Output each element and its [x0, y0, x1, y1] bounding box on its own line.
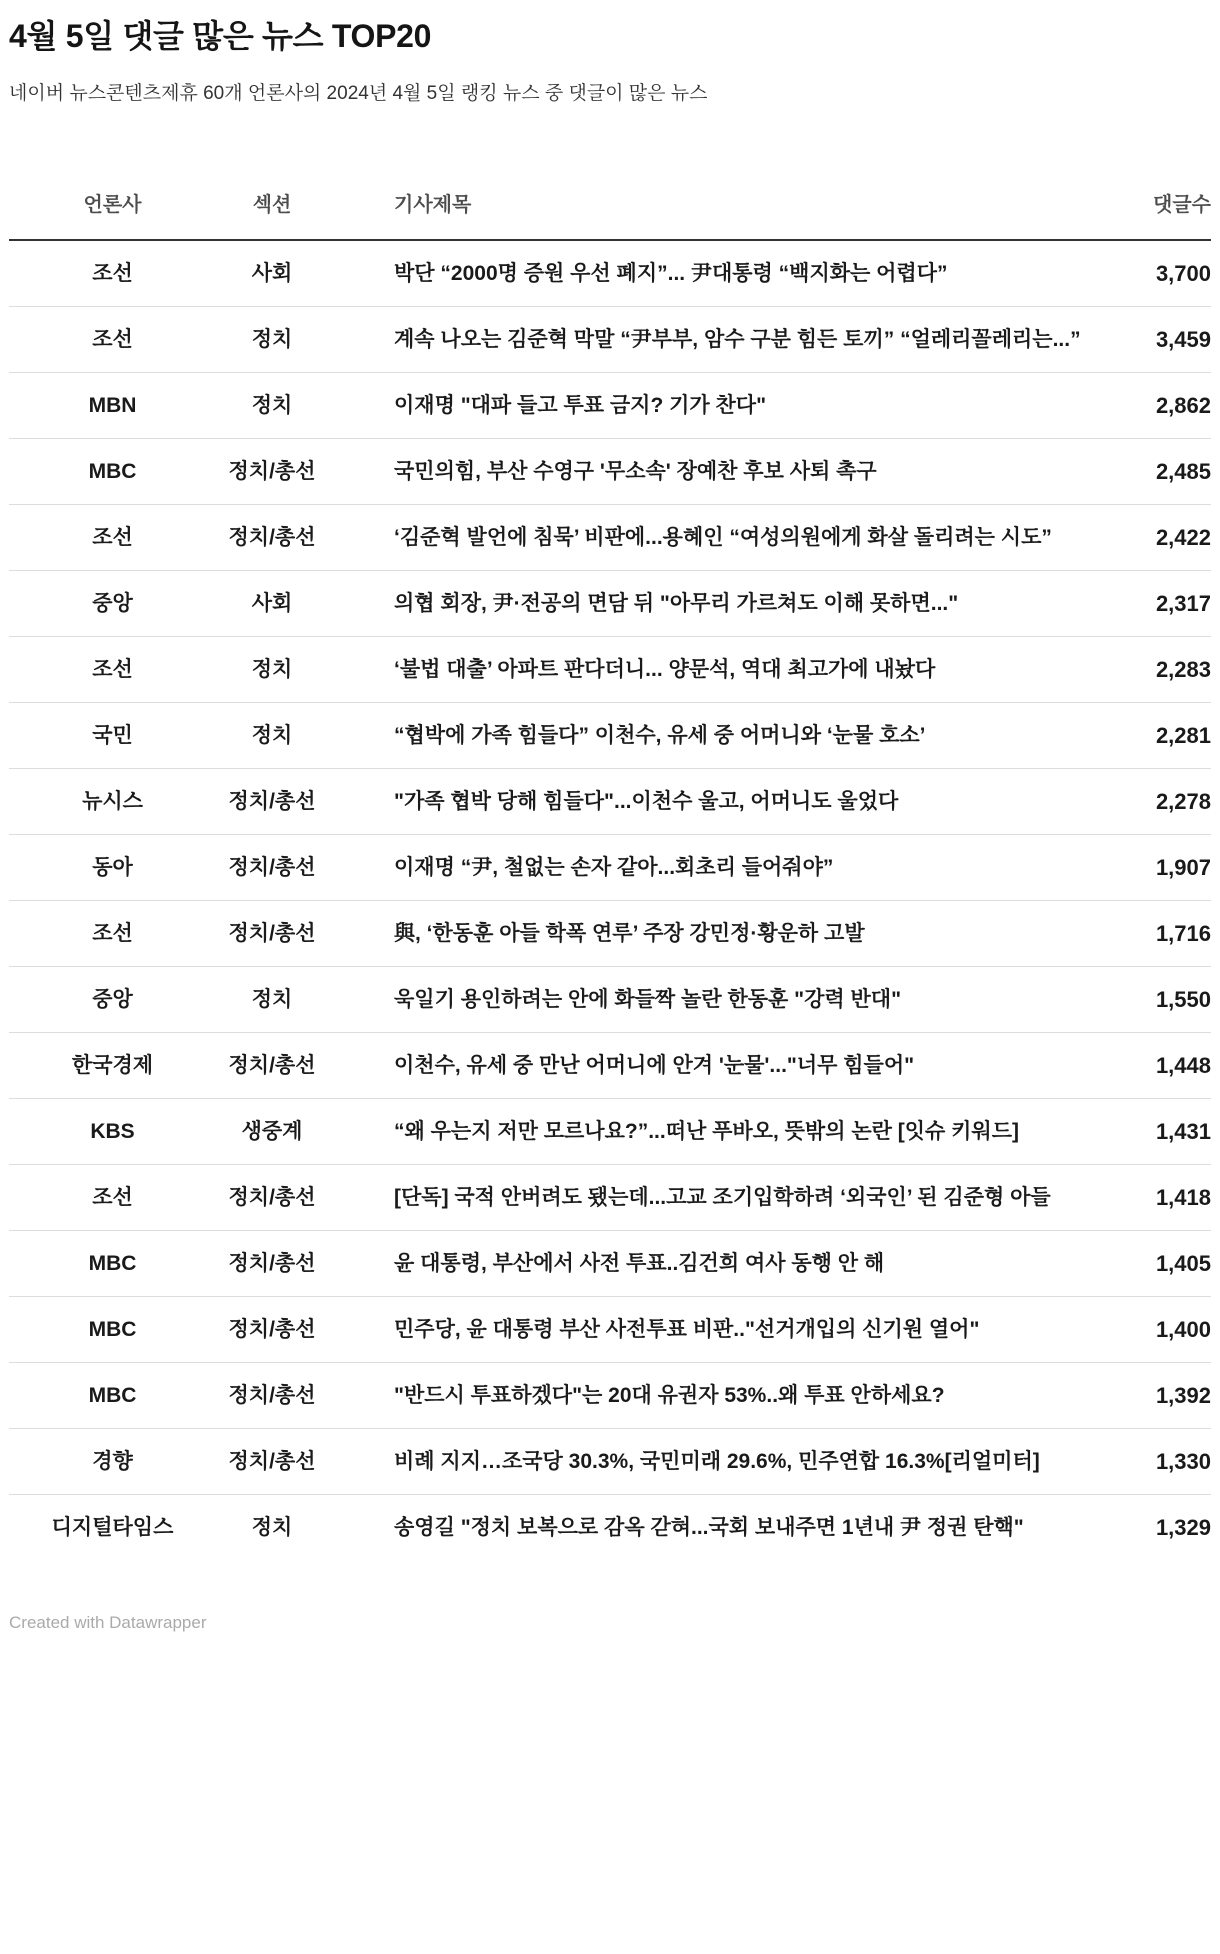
table-row [9, 240, 1211, 307]
section-cell: 정치 [216, 307, 328, 373]
comment-count-cell: 1,330 [1126, 1429, 1211, 1495]
page-title: 4월 5일 댓글 많은 뉴스 TOP20 [9, 18, 432, 54]
comment-count-cell: 1,405 [1126, 1231, 1211, 1297]
section-cell: 정치 [216, 703, 328, 769]
table-row [9, 571, 1211, 637]
table-row [9, 901, 1211, 967]
press-cell: 경향 [9, 1429, 216, 1495]
page-subtitle: 네이버 뉴스콘텐츠제휴 60개 언론사의 2024년 4월 5일 랭킹 뉴스 중 댓글이 많은 뉴스 [9, 83, 708, 104]
article-title-cell: 의협 회장, 尹·전공의 면담 뒤 "아무리 가르쳐도 이해 못하면..." [328, 571, 1126, 637]
article-title-cell: 與, ‘한동훈 아들 학폭 연루’ 주장 강민정·황운하 고발 [328, 901, 1126, 967]
section-cell: 정치/총선 [216, 769, 328, 835]
table-header-row [9, 176, 1211, 240]
section-cell: 정치 [216, 373, 328, 439]
section-cell: 정치/총선 [216, 1429, 328, 1495]
table-row [9, 1495, 1211, 1561]
column-header-section: 섹션 [216, 176, 328, 240]
press-cell: 조선 [9, 1165, 216, 1231]
article-title-cell: 국민의힘, 부산 수영구 '무소속' 장예찬 후보 사퇴 촉구 [328, 439, 1126, 505]
datawrapper-credit-link[interactable]: Created with Datawrapper [9, 1613, 207, 1632]
article-title-cell: 박단 “2000명 증원 우선 폐지”... 尹대통령 “백지화는 어렵다” [394, 262, 948, 285]
article-title-cell: ‘불법 대출’ 아파트 판다더니... 양문석, 역대 최고가에 내놨다 [328, 637, 1126, 703]
section-cell: 생중계 [216, 1099, 328, 1165]
press-cell: 조선 [9, 505, 216, 571]
section-cell: 정치/총선 [216, 835, 328, 901]
section-cell: 정치/총선 [216, 1297, 328, 1363]
section-cell: 정치/총선 [216, 505, 328, 571]
article-title-cell: 계속 나오는 김준혁 막말 “尹부부, 암수 구분 힘든 토끼” “얼레리꼴레리는...” [328, 307, 1126, 373]
article-title-cell: 욱일기 용인하려는 안에 화들짝 놀란 한동훈 "강력 반대" [328, 967, 1126, 1033]
press-cell: 뉴시스 [9, 769, 216, 835]
article-title-cell: 민주당, 윤 대통령 부산 사전투표 비판.."선거개입의 신기원 열어" [328, 1297, 1126, 1363]
press-cell: 조선 [9, 307, 216, 373]
table-row [9, 505, 1211, 571]
comment-count-cell: 2,278 [1126, 769, 1211, 835]
article-title-cell: “왜 우는지 저만 모르나요?”...떠난 푸바오, 뜻밖의 논란 [잇슈 키워드] [328, 1099, 1126, 1165]
press-cell: 조선 [9, 901, 216, 967]
table-row [9, 637, 1211, 703]
article-title-cell: 윤 대통령, 부산에서 사전 투표..김건희 여사 동행 안 해 [328, 1231, 1126, 1297]
press-cell: 디지털타임스 [9, 1495, 216, 1561]
table-row [9, 307, 1211, 373]
table-row [9, 1231, 1211, 1297]
section-cell: 정치/총선 [216, 901, 328, 967]
table-row [9, 835, 1211, 901]
table-row [9, 1363, 1211, 1429]
article-title-cell: ‘김준혁 발언에 침묵’ 비판에...용혜인 “여성의원에게 화살 돌리려는 시도” [328, 505, 1126, 571]
table-row [9, 703, 1211, 769]
press-cell: MBC [9, 439, 216, 505]
comment-count-cell: 1,448 [1126, 1033, 1211, 1099]
article-title-cell: “협박에 가족 힘들다” 이천수, 유세 중 어머니와 ‘눈물 호소’ [328, 703, 1126, 769]
section-cell: 정치/총선 [216, 1363, 328, 1429]
comment-count-cell: 2,283 [1126, 637, 1211, 703]
comment-count-cell: 1,431 [1126, 1099, 1211, 1165]
table-body [9, 240, 1211, 1560]
section-cell: 정치/총선 [216, 1033, 328, 1099]
article-title-cell: 이재명 "대파 들고 투표 금지? 기가 찬다" [328, 373, 1126, 439]
table-row [9, 967, 1211, 1033]
comment-count-cell: 1,550 [1126, 967, 1211, 1033]
press-cell: 조선 [9, 637, 216, 703]
press-cell: MBC [9, 1231, 216, 1297]
article-title-cell: 이재명 “尹, 철없는 손자 같아...회초리 들어줘야” [328, 835, 1126, 901]
table-row [9, 1165, 1211, 1231]
article-title-cell: "가족 협박 당해 힘들다"...이천수 울고, 어머니도 울었다 [328, 769, 1126, 835]
section-cell: 정치 [216, 967, 328, 1033]
comment-count-cell: 1,907 [1126, 835, 1211, 901]
section-cell: 사회 [251, 262, 293, 285]
comment-count-cell: 1,418 [1126, 1165, 1211, 1231]
comment-count-cell: 3,700 [1155, 261, 1211, 286]
press-cell: 중앙 [9, 967, 216, 1033]
article-title-cell: [단독] 국적 안버려도 됐는데...고교 조기입학하려 ‘외국인’ 된 김준형 아들 [328, 1165, 1126, 1231]
column-header-press: 언론사 [9, 176, 216, 240]
table-row [9, 373, 1211, 439]
table-row [9, 1297, 1211, 1363]
comment-count-cell: 2,485 [1126, 439, 1211, 505]
section-cell: 정치/총선 [216, 1231, 328, 1297]
comment-count-cell: 2,862 [1126, 373, 1211, 439]
article-title-cell: "반드시 투표하겠다"는 20대 유권자 53%..왜 투표 안하세요? [328, 1363, 1126, 1429]
article-title-cell: 이천수, 유세 중 만난 어머니에 안겨 '눈물'..."너무 힘들어" [328, 1033, 1126, 1099]
press-cell: MBC [9, 1297, 216, 1363]
comment-count-cell: 1,392 [1126, 1363, 1211, 1429]
press-cell: 조선 [92, 262, 133, 285]
press-cell: 중앙 [9, 571, 216, 637]
comment-count-cell: 1,400 [1126, 1297, 1211, 1363]
comment-count-cell: 1,716 [1126, 901, 1211, 967]
section-cell: 정치/총선 [216, 1165, 328, 1231]
news-ranking-table [9, 176, 1211, 1560]
section-cell: 정치 [216, 637, 328, 703]
section-cell: 사회 [216, 571, 328, 637]
press-cell: MBC [9, 1363, 216, 1429]
column-header-comment-count: 댓글수 [1126, 176, 1211, 240]
table-row [9, 1033, 1211, 1099]
press-cell: 한국경제 [9, 1033, 216, 1099]
article-title-cell: 비례 지지…조국당 30.3%, 국민미래 29.6%, 민주연합 16.3%[리얼미터] [328, 1429, 1126, 1495]
press-cell: 동아 [9, 835, 216, 901]
press-cell: KBS [9, 1099, 216, 1165]
press-cell: MBN [9, 373, 216, 439]
table-row [9, 1429, 1211, 1495]
comment-count-cell: 2,317 [1126, 571, 1211, 637]
comment-count-cell: 2,422 [1126, 505, 1211, 571]
table-row [9, 439, 1211, 505]
comment-count-cell: 2,281 [1126, 703, 1211, 769]
column-header-article-title: 기사제목 [328, 176, 1126, 240]
section-cell: 정치 [216, 1495, 328, 1561]
table-row [9, 769, 1211, 835]
comment-count-cell: 1,329 [1126, 1495, 1211, 1561]
table-row [9, 1099, 1211, 1165]
section-cell: 정치/총선 [216, 439, 328, 505]
press-cell: 국민 [9, 703, 216, 769]
article-title-cell: 송영길 "정치 보복으로 감옥 갇혀...국회 보내주면 1년내 尹 정권 탄핵" [328, 1495, 1126, 1561]
comment-count-cell: 3,459 [1126, 307, 1211, 373]
